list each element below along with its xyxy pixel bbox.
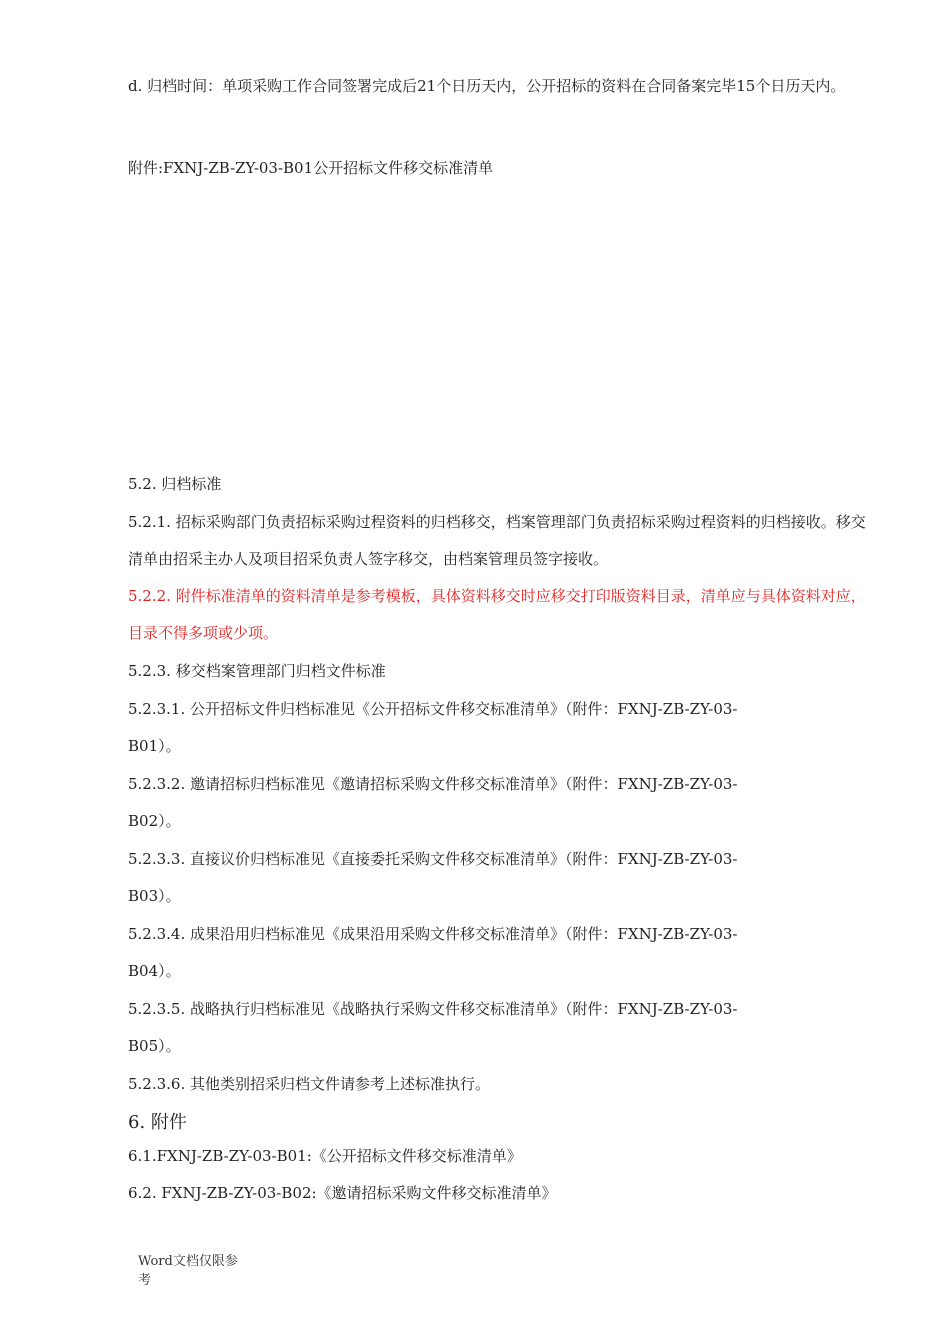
section-5-2-3-3-line1: 5.2.3.3. 直接议价归档标准见《直接委托采购文件移交标准清单》（附件：FXNJ-ZB-ZY-03- — [128, 850, 738, 868]
section-5-2-3-3-line2: B03）。 — [128, 887, 181, 905]
section-5-2-3-4-line2: B04）。 — [128, 962, 181, 980]
section-5-2-3-1-line1: 5.2.3.1. 公开招标文件归档标准见《公开招标文件移交标准清单》（附件：FXNJ-ZB-ZY-03- — [128, 700, 738, 718]
section-6-2: 6.2. FXNJ-ZB-ZY-03-B02:《邀请招标采购文件移交标准清单》 — [128, 1184, 557, 1202]
footer-note: Word文档仅限参考 — [138, 1254, 238, 1288]
section-6-1: 6.1.FXNJ-ZB-ZY-03-B01:《公开招标文件移交标准清单》 — [128, 1147, 522, 1165]
section-5-2-3-title: 5.2.3. 移交档案管理部门归档文件标准 — [128, 662, 386, 680]
section-5-2-title: 5.2. 归档标准 — [128, 475, 222, 493]
section-5-2-3-2-line1: 5.2.3.2. 邀请招标归档标准见《邀请招标采购文件移交标准清单》（附件：FXNJ-ZB-ZY-03- — [128, 775, 738, 793]
section-5-2-3-4-line1: 5.2.3.4. 成果沿用归档标准见《成果沿用采购文件移交标准清单》（附件：FXNJ-ZB-ZY-03- — [128, 925, 738, 943]
section-6-title: 6. 附件 — [128, 1112, 187, 1133]
section-5-2-3-5-line1: 5.2.3.5. 战略执行归档标准见《战略执行采购文件移交标准清单》（附件：FXNJ-ZB-ZY-03- — [128, 1000, 738, 1018]
section-5-2-3-2-line2: B02）。 — [128, 812, 181, 830]
section-5-2-3-1-line2: B01）。 — [128, 737, 181, 755]
section-5-2-3-5-line2: B05）。 — [128, 1037, 181, 1055]
section-5-2-3-6: 5.2.3.6. 其他类别招采归档文件请参考上述标准执行。 — [128, 1075, 491, 1093]
section-5-2-1: 5.2.1. 招标采购部门负责招标采购过程资料的归档移交，档案管理部门负责招标采购过程资料的归档接收。移交清单由招采主办人及项目招采负责人签字移交，由档案管理员签字接收。 — [128, 513, 866, 568]
archive-time-paragraph: d. 归档时间：单项采购工作合同签署完成后21个日历天内，公开招标的资料在合同备案完毕15个日历天内。 — [128, 77, 846, 95]
section-5-2-2-highlight: 5.2.2. 附件标准清单的资料清单是参考模板，具体资料移交时应移交打印版资料目录，清单应与具体资料对应，目录不得多项或少项。 — [128, 587, 866, 642]
attachment-reference: 附件:FXNJ-ZB-ZY-03-B01公开招标文件移交标准清单 — [128, 159, 494, 177]
